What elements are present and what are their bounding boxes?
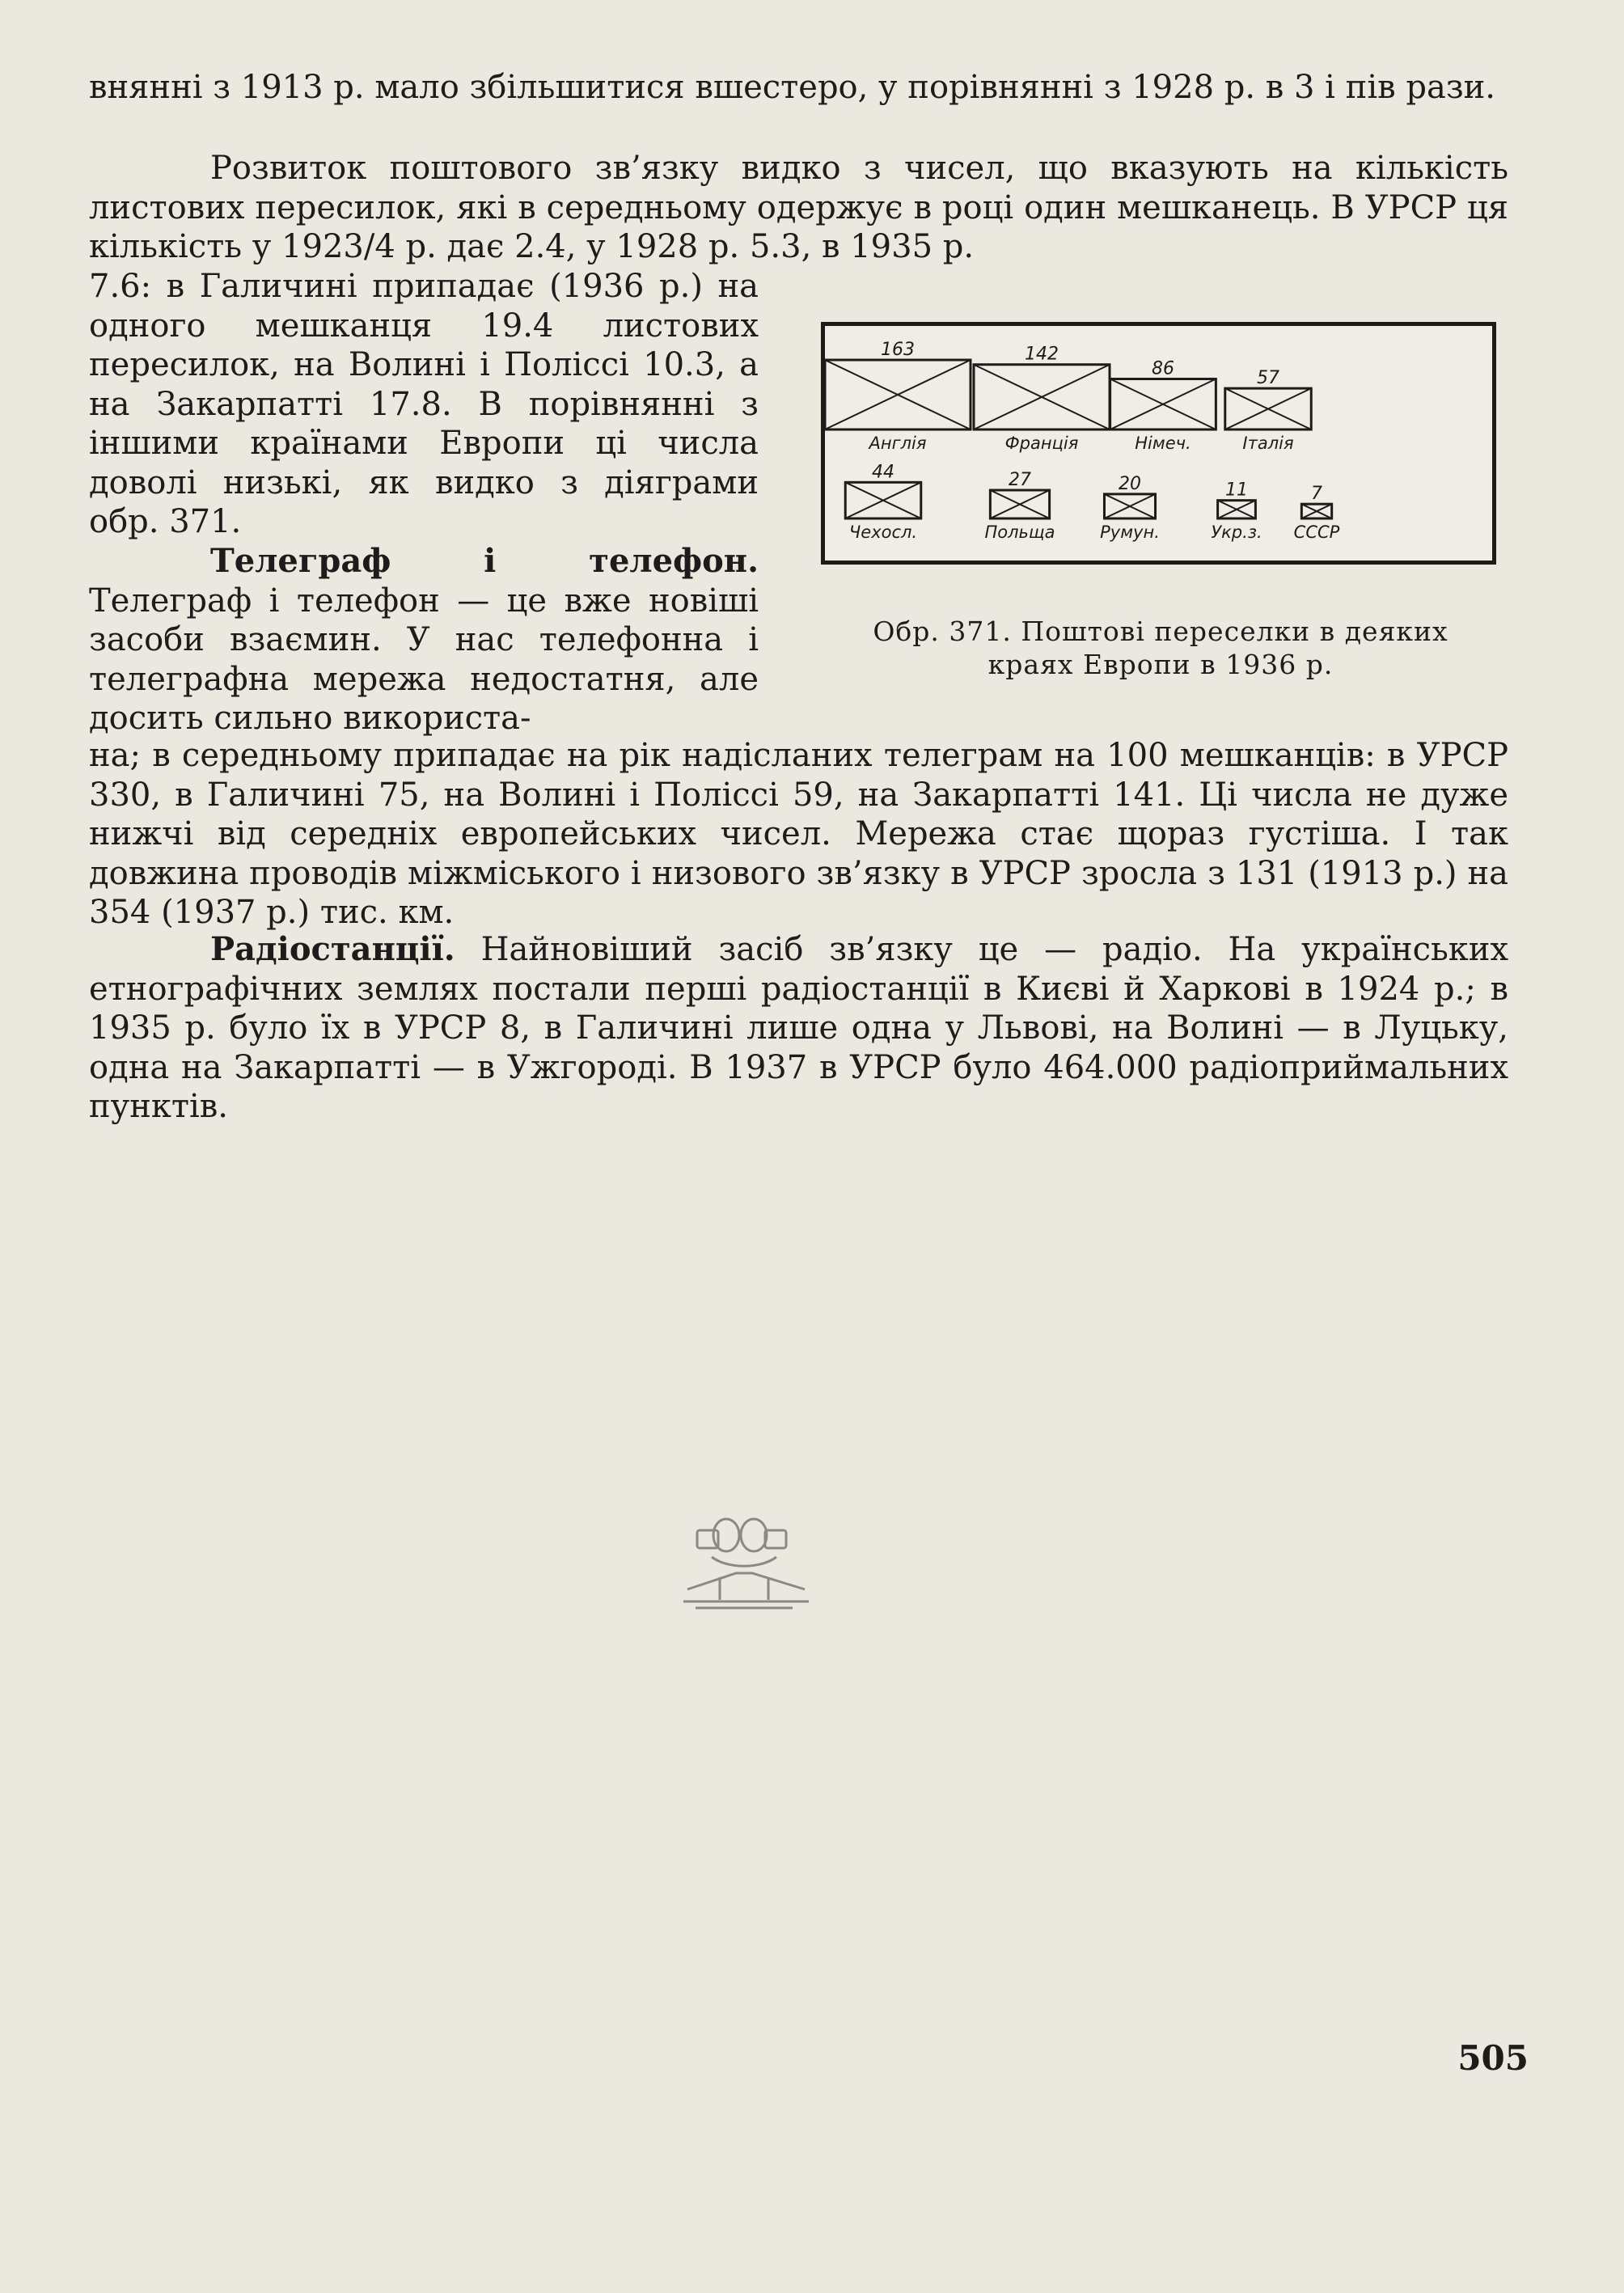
bar-value-label: 142 bbox=[1025, 344, 1059, 365]
bar-value-label: 44 bbox=[872, 462, 894, 483]
category-label: СССР bbox=[1293, 522, 1340, 542]
postal-chart bbox=[825, 326, 1492, 561]
paragraph-telegraph bbox=[89, 542, 759, 738]
bar-value-label: 86 bbox=[1152, 358, 1174, 379]
bar-5 bbox=[845, 462, 921, 542]
paragraph-continuation: внянні з 1913 р. мало збільшитися вшестеро, у порівнянні з 1928 р. в 3 і пів рази. bbox=[89, 69, 1496, 106]
chart-frame bbox=[821, 322, 1496, 565]
category-label: Франція bbox=[1004, 434, 1079, 453]
figure-caption bbox=[809, 615, 1512, 681]
category-label: Англія bbox=[869, 434, 927, 453]
category-label: Польща bbox=[984, 522, 1055, 542]
page-number: 505 bbox=[1457, 2038, 1529, 2078]
bar-9 bbox=[1294, 484, 1340, 542]
caption-line-1: Обр. 371. Поштові переселки в деяких bbox=[873, 616, 1448, 647]
bar-7 bbox=[1100, 474, 1160, 542]
paragraph-postal: Розвиток поштового зв’язку видко з чисел, що вказують на кількість листових пересилок, які в середньому одержує в році один мешканець. В УРСР ця кількість у 1923/4 р. дає 2.4, у 1928 р. 5.3, в 1935 р. bbox=[89, 150, 1508, 265]
caption-line-2: краях Европи в 1936 р. bbox=[988, 649, 1334, 680]
library-stamp-icon bbox=[663, 1512, 825, 1618]
section-heading-telegraph: Телеграф і телефон. bbox=[210, 542, 759, 580]
paragraph-radio bbox=[89, 930, 1508, 1127]
category-label: Чехосл. bbox=[848, 522, 918, 542]
bar-value-label: 57 bbox=[1257, 368, 1279, 389]
section-heading-radio: Радіостанції. bbox=[210, 930, 455, 968]
category-label: Італія bbox=[1242, 434, 1294, 453]
bar-6 bbox=[984, 470, 1055, 542]
category-label: Румун. bbox=[1100, 522, 1160, 542]
bar-value-label: 163 bbox=[881, 340, 915, 360]
paragraph-postal-continued: 7.6: в Галичині припадає (1936 р.) на одного мешканця 19.4 листових пересилок, на Волині і Поліссі 10.3, а на Закарпатті 17.8. В порівнянні з іншими країнами Европи ці числа доволі низькі, як видко з діяграми обр. 371. bbox=[89, 268, 759, 540]
bar-value-label: 7 bbox=[1311, 484, 1322, 505]
bar-value-label: 20 bbox=[1119, 473, 1141, 494]
paragraph-telegraph-continued: на; в середньому припадає на рік надісланих телеграм на 100 мешканців: в УРСР 330, в Галичині 75, на Волині і Поліссі 59, на Закарпатті 141. Ці числа не дуже нижчі від середніх европейських чисел. Мережа стає щораз густіша. І так довжина проводів міжміського і низового зв’язку в УРСР зросла з 131 (1913 р.) на 354 (1937 р.) тис. км. bbox=[89, 737, 1508, 931]
paragraph-radio-text: Найновіший засіб зв’язку це — радіо. На українських етнографічних землях постали перші радіостанції в Києві й Харкові в 1924 р.; в 1935 р. було їх в УРСР 8, в Галичині лише одна у Львові, на Волині — в Луцьку, одна на Закарпатті — в Ужгороді. В 1937 в УРСР було 464.000 радіоприймальних пунктів. bbox=[89, 931, 1508, 1125]
bar-3 bbox=[1110, 359, 1216, 453]
paragraph-telegraph-text: Телеграф і телефон — це вже новіші засоби взаємин. У нас телефонна і телеграфна мережа недостатня, але досить сильно використа- bbox=[89, 582, 759, 737]
bar-4 bbox=[1225, 368, 1311, 453]
bar-1 bbox=[825, 340, 971, 453]
bar-value-label: 27 bbox=[1009, 469, 1031, 490]
bar-2 bbox=[974, 345, 1110, 453]
bar-8 bbox=[1211, 480, 1262, 542]
figure-371 bbox=[821, 322, 1496, 565]
category-label: Німеч. bbox=[1135, 434, 1191, 453]
category-label: Укр.з. bbox=[1211, 522, 1262, 542]
bar-value-label: 11 bbox=[1225, 480, 1248, 501]
